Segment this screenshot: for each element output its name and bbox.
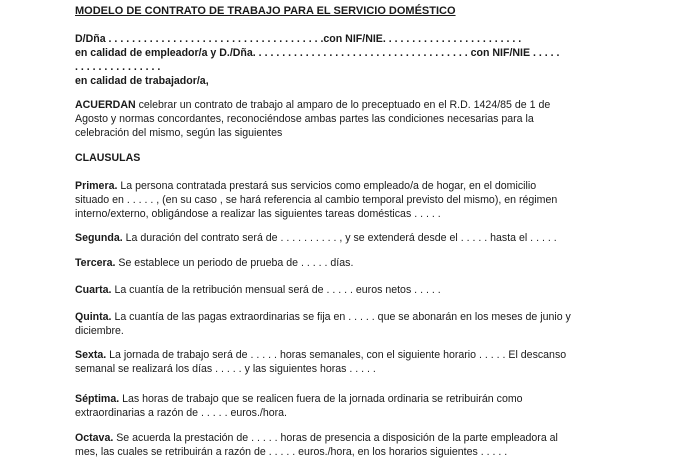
clause-label: Segunda. [75, 232, 123, 244]
clause-text: semanal se realizará los días . . . . . y las siguientes horas . . . . . [75, 363, 376, 375]
clause-octava [75, 431, 620, 459]
clausulas-heading: CLAUSULAS [75, 152, 141, 164]
clause-text: La jornada de trabajo será de . . . . . horas semanales, con el siguiente horario . . . . . El descanso [106, 349, 567, 361]
clause-label: Sexta. [75, 349, 107, 361]
clause-label: Cuarta. [75, 284, 112, 296]
acuerdan-text: celebración del mismo, según las siguientes [75, 127, 283, 139]
clause-text: La cuantía de la retribución mensual será de . . . . . euros netos . . . . . [111, 284, 441, 296]
clause-text: interno/externo, obligándose a realizar las siguientes tareas domésticas . . . . . [75, 208, 441, 220]
clause-septima [75, 392, 620, 420]
acuerdan-text: celebrar un contrato de trabajo al amparo de lo preceptuado en el R.D. 1424/85 de 1 de [135, 99, 551, 111]
clause-text: La persona contratada prestará sus servicios como empleado/a de hogar, en el domicilio [117, 180, 537, 192]
parties-block [75, 32, 620, 88]
worker-nif-continuation: . . . . . . . . . . . . . . . [75, 61, 161, 73]
clause-quinta [75, 310, 620, 338]
clause-text: Se establece un periodo de prueba de . . . . . días. [115, 257, 354, 269]
clause-tercera [75, 256, 620, 270]
clause-label: Tercera. [75, 257, 116, 269]
acuerdan-paragraph [75, 98, 620, 140]
clause-label: Séptima. [75, 393, 120, 405]
clause-text: extraordinarias a razón de . . . . . euros./hora. [75, 407, 287, 419]
clause-label: Primera. [75, 180, 118, 192]
clause-text: Las horas de trabajo que se realicen fuera de la jornada ordinaria se retribuirán como [119, 393, 523, 405]
clause-primera [75, 179, 620, 221]
clause-sexta [75, 348, 620, 376]
clause-text: mes, las cuales se retribuirán a razón de . . . . . euros./hora, en los horarios siguientes . . . . . [75, 446, 508, 458]
clause-label: Quinta. [75, 311, 112, 323]
clause-text: diciembre. [75, 325, 124, 337]
employer-line: D/Dña . . . . . . . . . . . . . . . . . . . . . . . . . . . . . . . . . . . . .con NIF/NIE. . . . . . . . . . . . . . . . . . . . . . . . [75, 33, 522, 45]
clause-segunda [75, 231, 620, 245]
worker-capacity-line: en calidad de trabajador/a, [75, 75, 209, 87]
clause-text: La duración del contrato será de . . . . . . . . . . , y se extenderá desde el . . . . . hasta el . . . . . [122, 232, 557, 244]
acuerdan-label: ACUERDAN [75, 99, 136, 111]
clause-text: La cuantía de las pagas extraordinarias se fija en . . . . . que se abonarán en los meses de junio y [111, 311, 571, 323]
document-title: MODELO DE CONTRATO DE TRABAJO PARA EL SERVICIO DOMÉSTICO [75, 5, 456, 17]
clause-cuarta [75, 283, 620, 297]
clause-text: Se acuerda la prestación de . . . . . horas de presencia a disposición de la parte empleadora al [113, 432, 558, 444]
clause-text: situado en . . . . . , (en su caso , se hará referencia al cambio temporal previsto del mismo), en régimen [75, 194, 558, 206]
employer-capacity-line: en calidad de empleador/a y D./Dña. . . . . . . . . . . . . . . . . . . . . . . . . . . . . . . . . . . . . con NIF/NIE . . . . . [75, 47, 560, 59]
acuerdan-text: Agosto y normas concordantes, reconociéndose ambas partes las condiciones necesarias para la [75, 113, 534, 125]
clause-label: Octava. [75, 432, 114, 444]
